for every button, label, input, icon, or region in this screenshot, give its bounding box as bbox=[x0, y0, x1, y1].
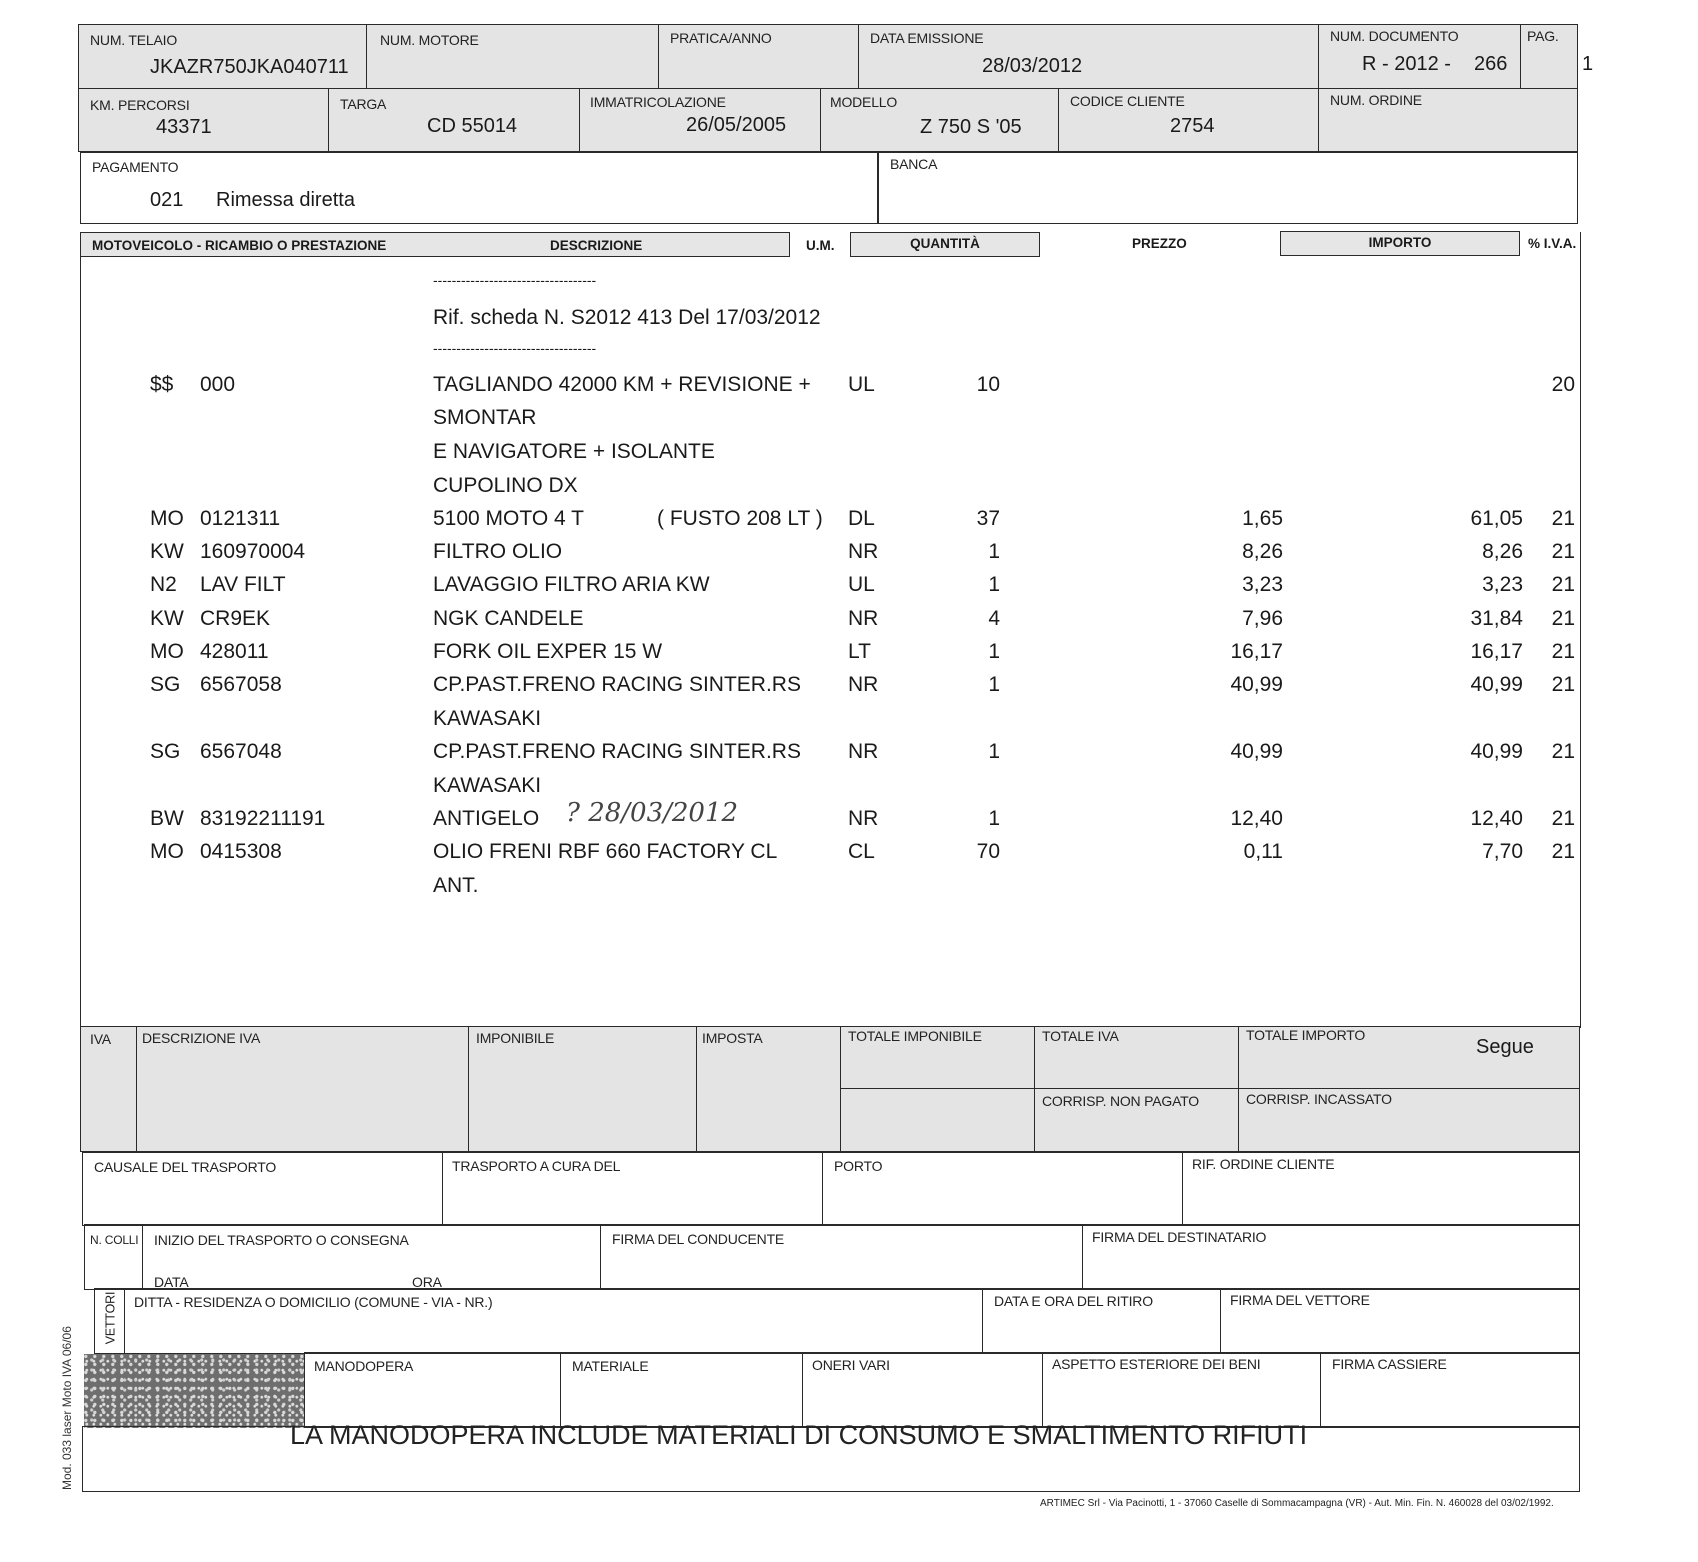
separator-top: ----------------------------------- bbox=[433, 272, 597, 288]
row-iva: 21 bbox=[1551, 673, 1575, 696]
row-code1: $$ bbox=[150, 373, 174, 396]
data-ora-ritiro-label: DATA E ORA DEL RITIRO bbox=[994, 1293, 1153, 1309]
firma-cassiere-label: FIRMA CASSIERE bbox=[1332, 1356, 1447, 1372]
row-code2: 428011 bbox=[200, 640, 269, 663]
row-desc: E NAVIGATORE + ISOLANTE bbox=[433, 440, 715, 463]
num-ordine-label: NUM. ORDINE bbox=[1330, 92, 1422, 108]
row-iva: 20 bbox=[1551, 373, 1575, 396]
row-code1: KW bbox=[150, 607, 184, 630]
row-iva: 21 bbox=[1551, 540, 1575, 563]
firma-destinatario-label: FIRMA DEL DESTINATARIO bbox=[1092, 1229, 1267, 1245]
row-qty: 1 bbox=[988, 673, 1000, 696]
row-um: UL bbox=[848, 573, 875, 596]
corrisp-non-pagato-label: CORRISP. NON PAGATO bbox=[1042, 1093, 1199, 1109]
pagamento-value: Rimessa diretta bbox=[216, 189, 355, 211]
row-code2: 0415308 bbox=[200, 840, 282, 863]
row-code1: KW bbox=[150, 540, 184, 563]
row-qty: 37 bbox=[976, 507, 1000, 530]
row-code1: SG bbox=[150, 740, 181, 763]
totals-block bbox=[80, 1026, 1580, 1152]
manodopera-note: LA MANODOPERA INCLUDE MATERIALI DI CONSUMO E SMALTIMENTO RIFIUTI bbox=[290, 1420, 1308, 1450]
separator-bottom: ----------------------------------- bbox=[433, 340, 597, 356]
row-code2: 83192211191 bbox=[200, 807, 326, 830]
row-amount: 3,23 bbox=[1482, 573, 1523, 596]
row-desc: FILTRO OLIO bbox=[433, 540, 563, 563]
data-emissione-label: DATA EMISSIONE bbox=[870, 30, 984, 46]
row-desc: OLIO FRENI RBF 660 FACTORY CL bbox=[433, 840, 778, 863]
modello-value: Z 750 S '05 bbox=[920, 116, 1022, 138]
row-desc: SMONTAR bbox=[433, 406, 537, 429]
col-motoveicolo: MOTOVEICOLO - RICAMBIO O PRESTAZIONE bbox=[92, 238, 387, 253]
row-amount: 16,17 bbox=[1470, 640, 1523, 663]
row-price: 16,17 bbox=[1230, 640, 1283, 663]
row-code1: N2 bbox=[150, 573, 177, 596]
totals-iva-label: IVA bbox=[90, 1031, 111, 1047]
row-um: NR bbox=[848, 673, 879, 696]
row-code2: CR9EK bbox=[200, 607, 271, 630]
corrisp-incassato-label: CORRISP. INCASSATO bbox=[1246, 1091, 1392, 1107]
row-iva: 21 bbox=[1551, 507, 1575, 530]
aspetto-esteriore-label: ASPETTO ESTERIORE DEI BENI bbox=[1052, 1356, 1261, 1372]
vettori-label: VETTORI bbox=[103, 1291, 118, 1345]
row-price: 7,96 bbox=[1242, 607, 1283, 630]
modello-label: MODELLO bbox=[830, 94, 898, 110]
row-code2: 6567048 bbox=[200, 740, 282, 763]
row-amount: 7,70 bbox=[1482, 840, 1523, 863]
oneri-vari-label: ONERI VARI bbox=[812, 1357, 890, 1373]
row-desc: NGK CANDELE bbox=[433, 607, 584, 630]
row-iva: 21 bbox=[1551, 607, 1575, 630]
totale-iva-label: TOTALE IVA bbox=[1042, 1028, 1119, 1044]
row-um: LT bbox=[848, 640, 871, 663]
firma-conducente-label: FIRMA DEL CONDUCENTE bbox=[612, 1231, 785, 1247]
porto-label: PORTO bbox=[834, 1158, 883, 1174]
row-qty: 4 bbox=[988, 607, 1000, 630]
row-iva: 21 bbox=[1551, 840, 1575, 863]
row-desc: KAWASAKI bbox=[433, 774, 542, 797]
row-price: 8,26 bbox=[1242, 540, 1283, 563]
pagamento-box bbox=[80, 152, 878, 224]
immatricolazione-label: IMMATRICOLAZIONE bbox=[590, 94, 726, 110]
totals-descrizione-iva-label: DESCRIZIONE IVA bbox=[142, 1030, 261, 1046]
num-documento-label: NUM. DOCUMENTO bbox=[1330, 28, 1459, 44]
row-desc: ANTIGELO bbox=[433, 807, 540, 830]
row-iva: 21 bbox=[1551, 740, 1575, 763]
codice-cliente-value: 2754 bbox=[1170, 115, 1215, 137]
speckle-pattern bbox=[84, 1354, 304, 1428]
row-iva: 21 bbox=[1551, 807, 1575, 830]
row-code2: LAV FILT bbox=[200, 573, 286, 596]
row-iva: 21 bbox=[1551, 573, 1575, 596]
ora-label: ORA bbox=[412, 1274, 442, 1290]
row-um: NR bbox=[848, 807, 879, 830]
totals-imponibile-label: IMPONIBILE bbox=[476, 1030, 555, 1046]
col-prezzo: PREZZO bbox=[1132, 236, 1187, 251]
row-desc: CP.PAST.FRENO RACING SINTER.RS bbox=[433, 740, 801, 763]
row-um: CL bbox=[848, 840, 875, 863]
row-price: 40,99 bbox=[1230, 673, 1283, 696]
row-um: NR bbox=[848, 540, 879, 563]
row-code2: 0121311 bbox=[200, 507, 281, 530]
row-desc: FORK OIL EXPER 15 W bbox=[433, 640, 663, 663]
col-iva: % I.V.A. bbox=[1528, 236, 1577, 251]
row-price: 40,99 bbox=[1230, 740, 1283, 763]
pag-label: PAG. bbox=[1527, 28, 1559, 44]
row-price: 3,23 bbox=[1242, 573, 1283, 596]
data-label: DATA bbox=[154, 1274, 189, 1290]
pagamento-label: PAGAMENTO bbox=[92, 159, 179, 175]
row-code1: MO bbox=[150, 840, 184, 863]
col-quantita: QUANTITÀ bbox=[850, 232, 1040, 257]
materiale-label: MATERIALE bbox=[572, 1358, 649, 1374]
row-desc-extra: ( FUSTO 208 LT ) bbox=[657, 507, 823, 530]
manodopera-label: MANODOPERA bbox=[314, 1358, 414, 1374]
row-qty: 1 bbox=[988, 540, 1000, 563]
banca-label: BANCA bbox=[890, 156, 938, 172]
inizio-trasporto-label: INIZIO DEL TRASPORTO O CONSEGNA bbox=[154, 1232, 409, 1248]
row-desc: 5100 MOTO 4 T bbox=[433, 507, 584, 530]
row-amount: 31,84 bbox=[1470, 607, 1523, 630]
pagamento-code: 021 bbox=[150, 189, 184, 211]
num-documento-number: 266 bbox=[1474, 53, 1508, 75]
printer-footer: ARTIMEC Srl - Via Pacinotti, 1 - 37060 Caselle di Sommacampagna (VR) - Aut. Min. Fin. N. 460028 del 03/02/1992. bbox=[1040, 1498, 1554, 1509]
row-amount: 40,99 bbox=[1470, 740, 1523, 763]
row-qty: 1 bbox=[988, 640, 1000, 663]
firma-vettore-label: FIRMA DEL VETTORE bbox=[1230, 1292, 1370, 1308]
row-um: NR bbox=[848, 607, 879, 630]
num-telaio-label: NUM. TELAIO bbox=[90, 32, 178, 48]
pag-value: 1 bbox=[1582, 53, 1594, 75]
rif-ordine-cliente-label: RIF. ORDINE CLIENTE bbox=[1192, 1156, 1335, 1172]
row-price: 0,11 bbox=[1243, 840, 1283, 863]
km-percorsi-label: KM. PERCORSI bbox=[90, 97, 190, 113]
row-desc: ANT. bbox=[433, 874, 479, 897]
totale-importo-value: Segue bbox=[1476, 1036, 1534, 1058]
num-telaio-value: JKAZR750JKA040711 bbox=[150, 56, 349, 78]
row-qty: 1 bbox=[988, 807, 1000, 830]
form-model-code: Mod. 033 laser Moto IVA 06/06 bbox=[60, 1326, 74, 1490]
rif-scheda: Rif. scheda N. S2012 413 Del 17/03/2012 bbox=[433, 306, 821, 329]
col-descrizione: DESCRIZIONE bbox=[550, 238, 643, 253]
row-code1: MO bbox=[150, 507, 184, 530]
banca-box bbox=[878, 152, 1578, 224]
ditta-label: DITTA - RESIDENZA O DOMICILIO (COMUNE - VIA - NR.) bbox=[134, 1294, 493, 1310]
row-qty: 1 bbox=[988, 740, 1000, 763]
row-code2: 000 bbox=[200, 373, 236, 396]
pratica-anno-label: PRATICA/ANNO bbox=[670, 30, 772, 46]
row-code2: 160970004 bbox=[200, 540, 306, 563]
km-percorsi-value: 43371 bbox=[156, 116, 212, 138]
row-um: UL bbox=[848, 373, 875, 396]
totale-importo-label: TOTALE IMPORTO bbox=[1246, 1027, 1366, 1043]
totale-imponibile-label: TOTALE IMPONIBILE bbox=[848, 1028, 982, 1044]
row-desc: CP.PAST.FRENO RACING SINTER.RS bbox=[433, 673, 801, 696]
row-desc: KAWASAKI bbox=[433, 707, 542, 730]
row-amount: 40,99 bbox=[1470, 673, 1523, 696]
row-qty: 10 bbox=[976, 373, 1000, 396]
row-code2: 6567058 bbox=[200, 673, 282, 696]
codice-cliente-label: CODICE CLIENTE bbox=[1070, 93, 1185, 109]
data-emissione-value: 28/03/2012 bbox=[982, 55, 1083, 77]
row-price: 12,40 bbox=[1230, 807, 1283, 830]
row-amount: 61,05 bbox=[1470, 507, 1523, 530]
row-desc: TAGLIANDO 42000 KM + REVISIONE + bbox=[433, 373, 811, 396]
col-um: U.M. bbox=[806, 238, 835, 253]
row-desc: LAVAGGIO FILTRO ARIA KW bbox=[433, 573, 710, 596]
immatricolazione-value: 26/05/2005 bbox=[686, 114, 787, 136]
targa-value: CD 55014 bbox=[427, 115, 518, 137]
num-motore-label: NUM. MOTORE bbox=[380, 32, 479, 48]
n-colli-label: N. COLLI bbox=[90, 1233, 139, 1247]
row-code1: BW bbox=[150, 807, 184, 830]
row-amount: 12,40 bbox=[1470, 807, 1523, 830]
targa-label: TARGA bbox=[340, 96, 387, 112]
row-desc: CUPOLINO DX bbox=[433, 474, 578, 497]
row-iva: 21 bbox=[1551, 640, 1575, 663]
handwritten-note: ? 28/03/2012 bbox=[566, 798, 739, 828]
col-importo: IMPORTO bbox=[1280, 231, 1520, 256]
row-qty: 1 bbox=[988, 573, 1000, 596]
totals-imposta-label: IMPOSTA bbox=[702, 1030, 763, 1046]
row-um: DL bbox=[848, 507, 875, 530]
row-code1: SG bbox=[150, 673, 181, 696]
row-um: NR bbox=[848, 740, 879, 763]
causale-trasporto-label: CAUSALE DEL TRASPORTO bbox=[94, 1159, 277, 1175]
row-qty: 70 bbox=[976, 840, 1000, 863]
row-amount: 8,26 bbox=[1482, 540, 1523, 563]
row-price: 1,65 bbox=[1242, 507, 1283, 530]
transport-row-1 bbox=[82, 1152, 1580, 1226]
trasporto-a-cura-label: TRASPORTO A CURA DEL bbox=[452, 1158, 621, 1174]
row-code1: MO bbox=[150, 640, 184, 663]
num-documento-value: R - 2012 - bbox=[1362, 53, 1451, 75]
